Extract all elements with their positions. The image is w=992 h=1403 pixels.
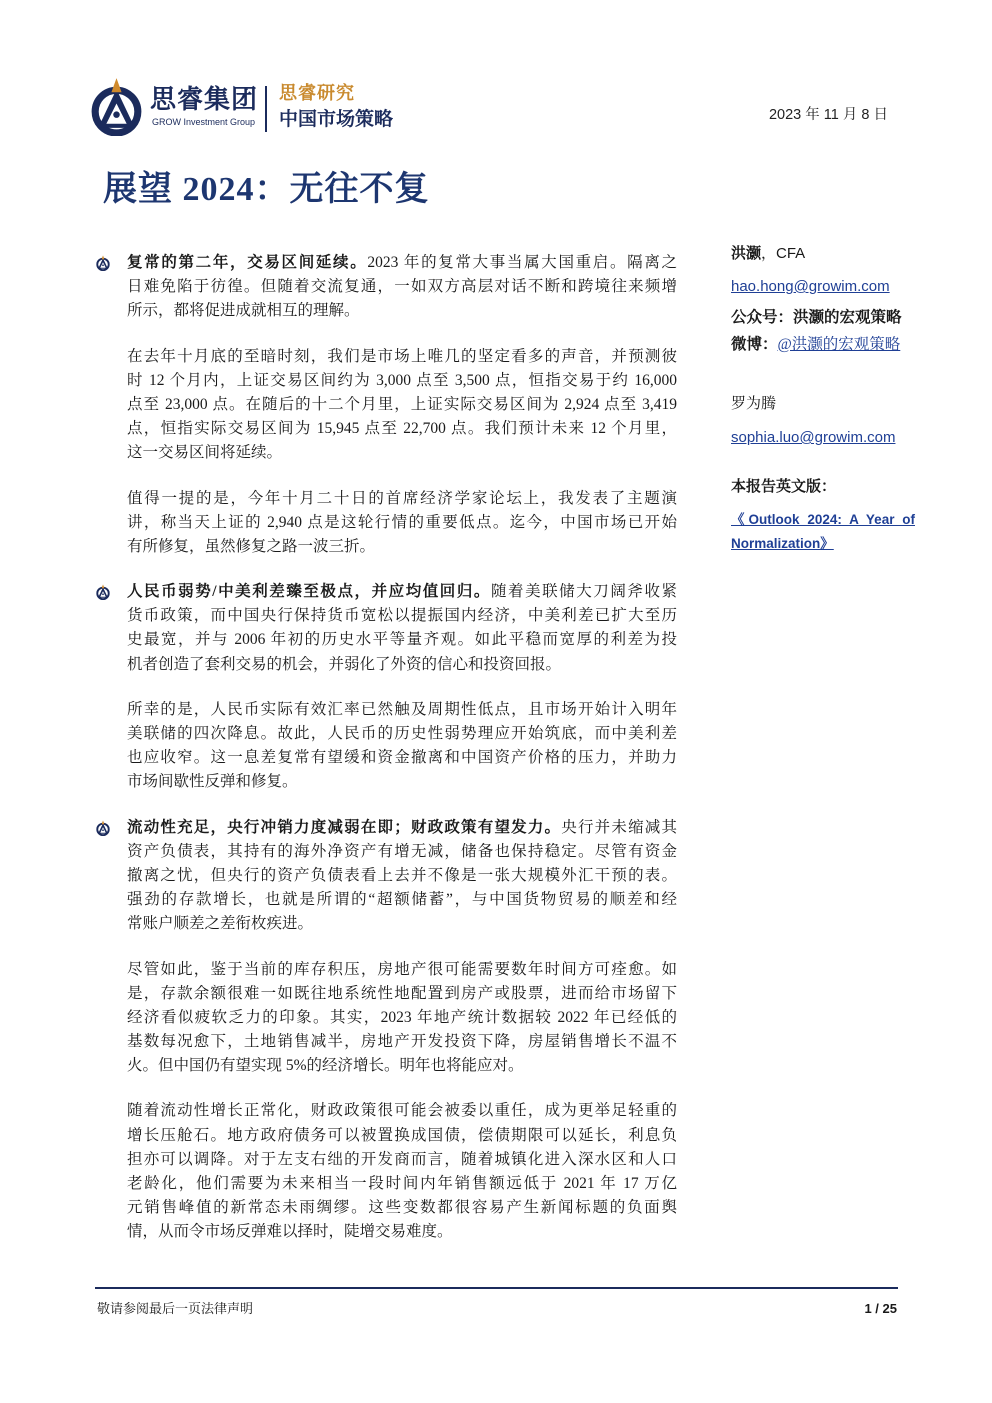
body-line: 所示，都将促进成就相互的理解。 bbox=[127, 302, 360, 320]
english-version-label-text: 本报告英文版： bbox=[731, 479, 837, 495]
wechat-label: 公众号： bbox=[731, 309, 794, 326]
report-date: 2023 年 11 月 8 日 bbox=[768, 107, 888, 123]
body-line: 情，从而令市场反弹难以择时，陡增交易难度。 bbox=[127, 1223, 453, 1241]
author-1-email-link[interactable]: hao.hong@growim.com bbox=[731, 278, 890, 295]
body-line: 经济看似疲软乏力的印象。其实，2023 年地产统计数据较 2022 年已经低的 bbox=[127, 1008, 677, 1026]
body-line: 所幸的是，人民币实际有效汇率已然触及周期性低点，且市场开始计入明年 bbox=[127, 700, 677, 718]
header-divider bbox=[265, 86, 267, 132]
body-line: 资产负债表，其持有的海外净资产有增无减，储备也保持稳定。尽管有资金 bbox=[127, 842, 677, 860]
wechat-account bbox=[731, 308, 902, 328]
brand-subtitle: GROW Investment Group bbox=[152, 117, 256, 127]
body-line: 市场间歇性反弹和修复。 bbox=[127, 773, 298, 791]
body-line: 随着流动性增长正常化，财政政策很可能会被委以重任，成为更举足轻重的 bbox=[127, 1102, 677, 1120]
paragraph bbox=[127, 958, 677, 1079]
author-1 bbox=[731, 244, 805, 264]
research-label: 思睿研究 bbox=[279, 83, 355, 103]
paragraph bbox=[127, 487, 677, 560]
footer-rule bbox=[95, 1287, 898, 1289]
body-line: 撤离之忧，但央行的资产负债表看上去并不像是一张大规模外汇干预的表。 bbox=[127, 866, 677, 884]
author-2-name: 罗为腾 bbox=[731, 396, 777, 412]
paragraph bbox=[127, 345, 677, 466]
report-body bbox=[127, 251, 677, 1266]
wechat-value: 洪灏的宏观策略 bbox=[793, 309, 902, 326]
body-line: 有所修复，虽然修复之路一波三折。 bbox=[127, 537, 376, 555]
body-line: 老龄化，他们需要为未来相当一段时间内年销售额远低于 2021 年 17 万亿 bbox=[127, 1175, 677, 1192]
grow-logo-icon bbox=[91, 73, 142, 136]
paragraph bbox=[127, 816, 677, 937]
body-line-text: 2023 年的复常大事当属大国重启。隔离之 bbox=[367, 254, 677, 271]
weibo-label: 微博： bbox=[731, 336, 778, 353]
weibo-account bbox=[731, 335, 900, 355]
body-line-text: 随着美联储大刀阔斧收紧 bbox=[490, 583, 677, 601]
body-line: 时 12 个月内，上证交易区间约为 3,000 点至 3,500 点，恒指交易于约 16,000 bbox=[127, 371, 677, 389]
paragraph bbox=[127, 698, 677, 795]
body-line: 货币政策，而中国央行保持货币宽松以提振国内经济，中美利差已扩大至历 bbox=[127, 607, 677, 625]
paragraph bbox=[127, 251, 677, 324]
author-1-credential: ，CFA bbox=[761, 245, 806, 262]
report-series: 中国市场策略 bbox=[279, 109, 394, 130]
bullet-logo-icon bbox=[96, 819, 110, 836]
report-title: 展望 2024：无往不复 bbox=[103, 171, 430, 208]
weibo-handle-link[interactable]: @洪灏的宏观策略 bbox=[777, 336, 901, 353]
paragraph bbox=[127, 580, 677, 677]
body-line: 美联储的四次降息。故此，人民币的历史性弱势理应开始筑底，而中美利差 bbox=[127, 725, 677, 742]
legal-disclaimer-note: 敬请参阅最后一页法律声明 bbox=[97, 1301, 254, 1316]
body-line: 史最宽，并与 2006 年初的历史水平等量齐观。如此平稳而宽厚的利差为投 bbox=[127, 631, 677, 649]
author-1-name: 洪灏 bbox=[731, 246, 762, 262]
paragraph bbox=[127, 1099, 677, 1244]
body-line: 点，恒指实际交易区间为 15,945 点至 22,700 点。我们预计未来 12 个月里， bbox=[127, 420, 677, 438]
paragraph-lead: 人民币弱势/中美利差臻至极点，并应均值回归。 bbox=[127, 583, 491, 601]
body-line: 元销售峰值的新常态未雨绸缪。这些变数都很容易产生新闻标题的负面舆 bbox=[127, 1199, 677, 1217]
body-line: 尽管如此，鉴于当前的库存积压，房地产很可能需要数年时间方可痊愈。如 bbox=[127, 960, 677, 978]
brand-name: 思睿集团 bbox=[150, 84, 259, 114]
body-line: 值得一提的是，今年十月二十日的首席经济学家论坛上，我发表了主题演 bbox=[127, 489, 677, 507]
body-line: 增长压舱石。地方政府债务可以被置换成国债，偿债期限可以延长，利息负 bbox=[127, 1126, 677, 1144]
body-line bbox=[127, 580, 677, 604]
body-line: 讲，称当天上证的 2,940 点是这轮行情的重要低点。迄今，中国市场已开始 bbox=[127, 513, 677, 531]
body-line: 基数每况愈下，土地销售减半，房地产开发投资下降，房屋销售增长不温不 bbox=[127, 1033, 677, 1051]
body-line: 日难免陷于彷徨。但随着交流复通，一如双方高层对话不断和跨境往来频增 bbox=[127, 278, 677, 296]
body-line: 常账户顺差之差衔枚疾进。 bbox=[127, 915, 314, 933]
paragraph-lead: 流动性充足，央行冲销力度减弱在即；财政政策有望发力。 bbox=[127, 818, 562, 836]
body-line: 火。但中国仍有望实现 5%的经济增长。明年也将能应对。 bbox=[127, 1057, 524, 1075]
body-line: 强劲的存款增长，也就是所谓的“超额储蓄”，与中国货物贸易的顺差和经 bbox=[127, 891, 677, 909]
body-line: 担亦可以调降。对于左支右绌的开发商而言，随着城镇化进入深水区和人口 bbox=[127, 1150, 677, 1168]
english-version-link[interactable]: 《Outlook 2024: A Year of Normalization》 bbox=[731, 512, 915, 551]
bullet-logo-icon bbox=[96, 583, 110, 600]
bullet-logo-icon bbox=[96, 254, 110, 271]
body-line: 是，存款余额很难一如既往地系统性地配置到房产或股票，进而给市场留下 bbox=[127, 984, 677, 1002]
body-line bbox=[127, 251, 677, 275]
body-line: 在去年十月底的至暗时刻，我们是市场上唯几的坚定看多的声音，并预测彼 bbox=[127, 347, 677, 365]
english-version-label bbox=[731, 477, 836, 497]
body-line bbox=[127, 816, 677, 840]
body-line: 机者创造了套利交易的机会，并弱化了外资的信心和投资回报。 bbox=[127, 655, 562, 673]
page-number: 1 / 25 bbox=[864, 1301, 897, 1316]
body-line: 这一交易区间将延续。 bbox=[127, 444, 283, 462]
body-line: 点至 23,000 点。在随后的十二个月里，上证实际交易区间为 2,924 点至 3,419 bbox=[127, 395, 677, 413]
author-2-email-link[interactable]: sophia.luo@growim.com bbox=[731, 429, 896, 446]
paragraph-lead: 复常的第二年，交易区间延续。 bbox=[127, 254, 368, 271]
body-line-text: 央行并未缩减其 bbox=[561, 818, 677, 836]
body-line: 也应收窄。这一息差复常有望缓和资金撤离和中国资产价格的压力，并助力 bbox=[127, 749, 677, 767]
